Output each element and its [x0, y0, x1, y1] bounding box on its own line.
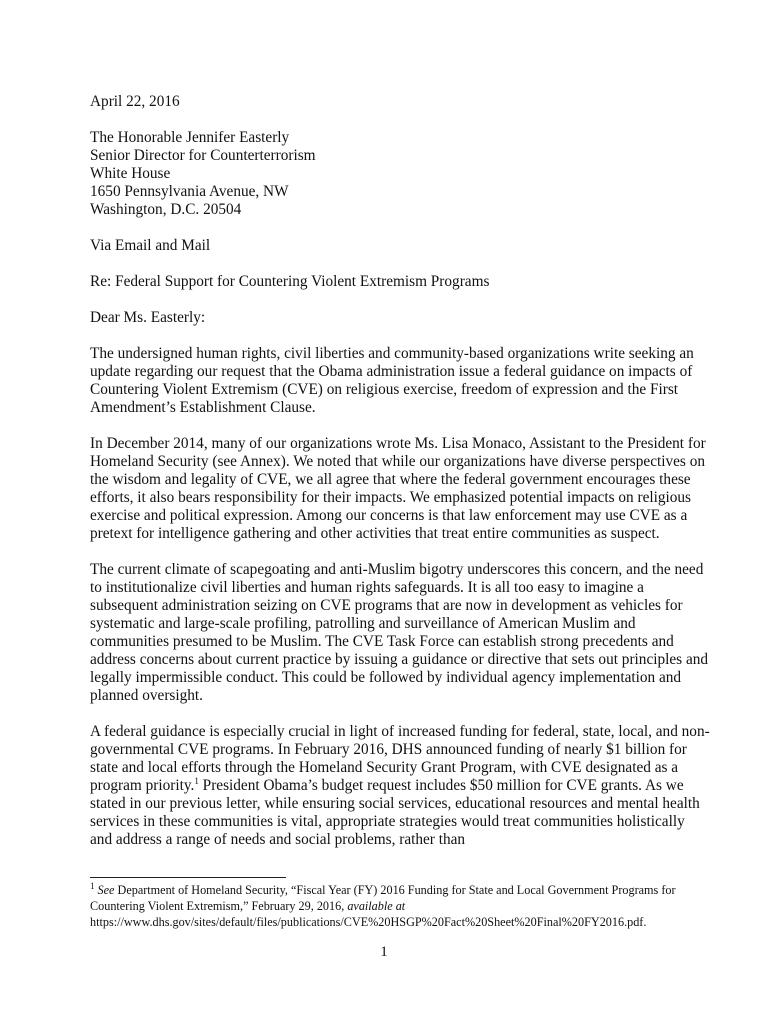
paragraph-4	[90, 723, 710, 849]
footnote	[90, 882, 710, 930]
recipient-street: 1650 Pennsylvania Avenue, NW	[90, 183, 289, 200]
delivery-method: Via Email and Mail	[90, 237, 211, 254]
salutation: Dear Ms. Easterly:	[90, 309, 206, 326]
recipient-name: The Honorable Jennifer Easterly	[90, 129, 290, 146]
footnote-text: Department of Homeland Security, “Fiscal Year (FY) 2016 Funding for State and Local Government Programs for Countering Violent Extremism,” February 29, 2016,	[90, 883, 676, 913]
subject-line: Re: Federal Support for Countering Violent Extremism Programs	[90, 273, 490, 290]
letter-date: April 22, 2016	[90, 93, 180, 110]
paragraph-4-text-b: President Obama’s budget request includes $50 million for CVE grants. As we stated in our previous letter, while ensuring social services, educational resources and mental health services in these communities is vital, appropriate strategies would treat communities holistically and address a range of needs and social problems, rather than	[90, 777, 700, 848]
paragraph-4-text-a: A federal guidance is especially crucial in light of increased funding for federal, state, local, and non-governmental CVE programs. In February 2016, DHS announced funding of nearly $1 billion for state and local efforts through the Homeland Security Grant Program, with CVE designated as a program priority.	[90, 723, 710, 794]
footnote-url[interactable]: https://www.dhs.gov/sites/default/files/publications/CVE%20HSGP%20Fact%20Sheet%20Final%20FY2016.pdf.	[90, 915, 647, 929]
footnote-reference[interactable]: 1	[194, 775, 199, 786]
letter-body	[90, 93, 710, 867]
recipient-title: Senior Director for Counterterrorism	[90, 147, 316, 164]
recipient-city: Washington, D.C. 20504	[90, 201, 242, 218]
page-number: 1	[380, 944, 388, 960]
paragraph-1: The undersigned human rights, civil liberties and community-based organizations write seeking an update regarding our request that the Obama administration issue a federal guidance on impacts of Countering Violent Extremism (CVE) on religious exercise, freedom of expression and the First Amendment’s Establishment Clause.	[90, 345, 694, 416]
footnote-available-at: available at	[347, 899, 406, 913]
recipient-address	[90, 129, 710, 219]
footnote-divider	[90, 877, 286, 878]
paragraph-3: The current climate of scapegoating and anti-Muslim bigotry underscores this concern, and the need to institutionalize civil liberties and human rights safeguards. It is all too easy to imagine a subsequent administration seizing on CVE programs that are now in development as vehicles for systematic and large-scale profiling, patrolling and surveillance of American Muslim and communities presumed to be Muslim. The CVE Task Force can establish strong precedents and address concerns about current practice by issuing a guidance or directive that sets out principles and legally impermissible conduct. This could be followed by individual agency implementation and planned oversight.	[90, 561, 709, 704]
footnote-see: See	[97, 883, 115, 897]
footnote-number: 1	[90, 880, 95, 891]
paragraph-2: In December 2014, many of our organizations wrote Ms. Lisa Monaco, Assistant to the President for Homeland Security (see Annex). We noted that while our organizations have diverse perspectives on the wisdom and legality of CVE, we all agree that where the federal government encourages these efforts, it also bears responsibility for their impacts. We emphasized potential impacts on religious exercise and political expression. Among our concerns is that law enforcement may use CVE as a pretext for intelligence gathering and other activities that treat entire communities as suspect.	[90, 435, 706, 542]
recipient-office: White House	[90, 165, 171, 182]
